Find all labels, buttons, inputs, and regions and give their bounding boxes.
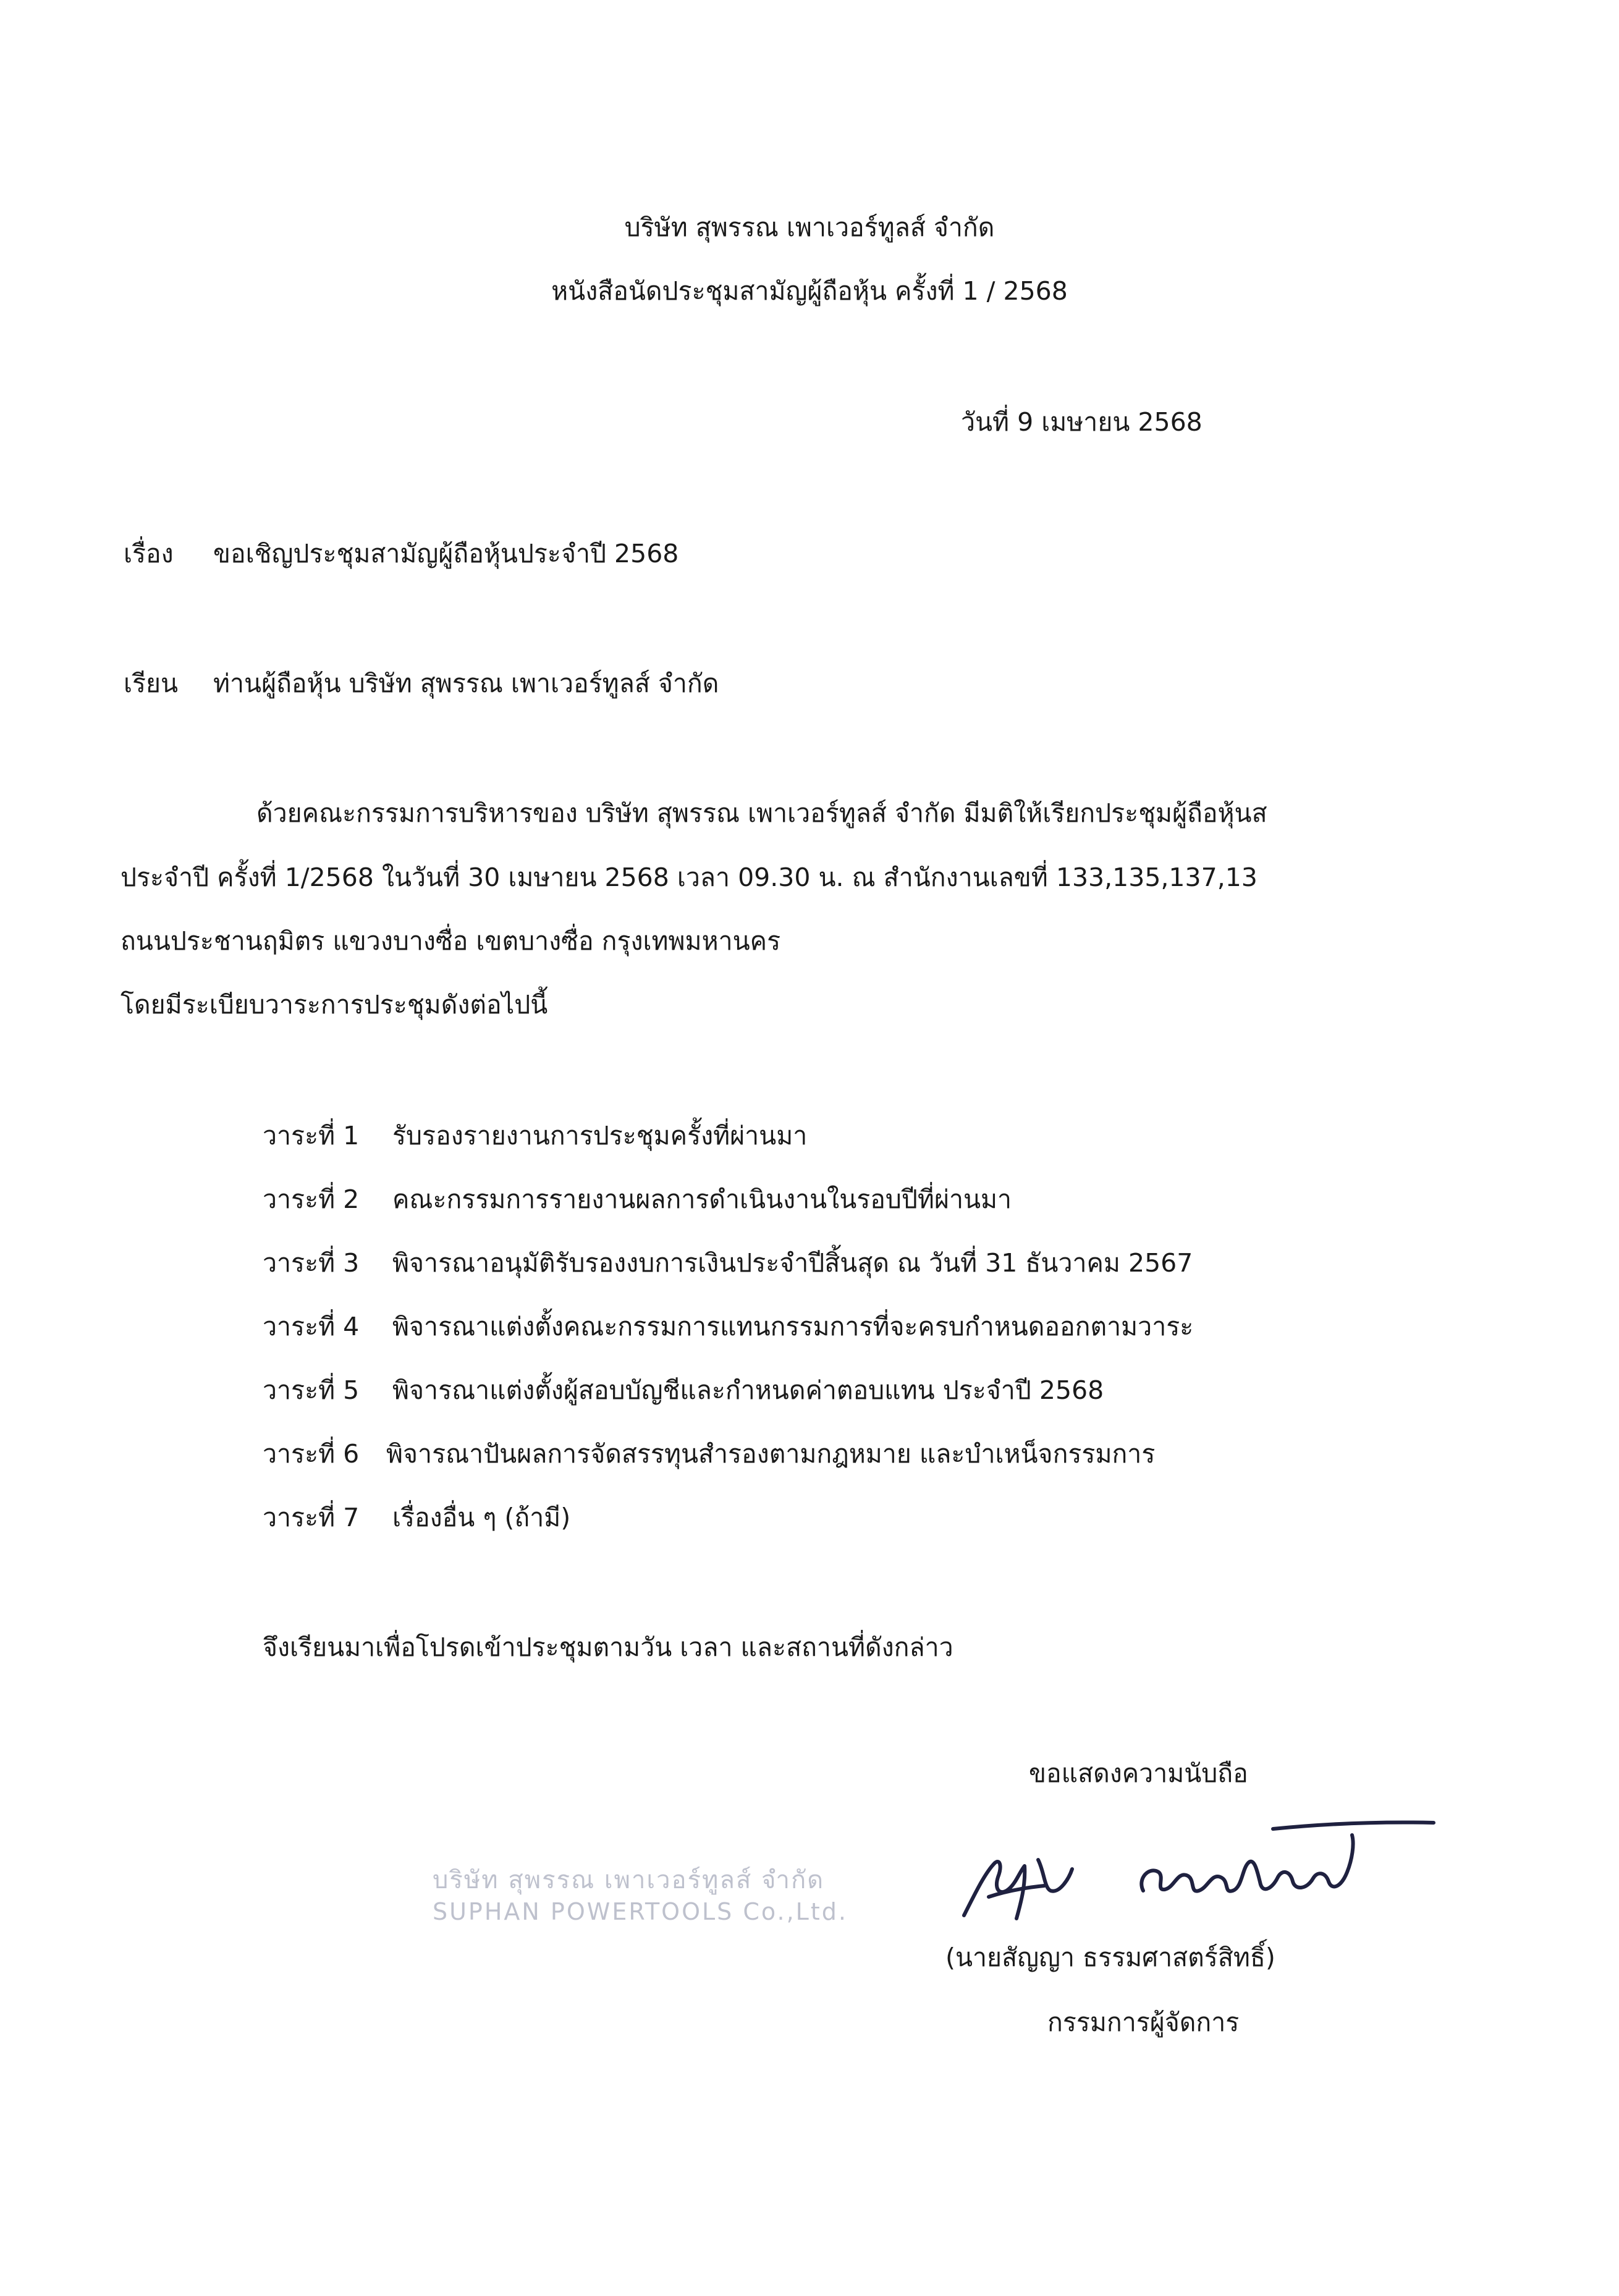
agenda-label: วาระที่ 7 — [263, 1503, 360, 1532]
recipient-text: ท่านผู้ถือหุ้น บริษัท สุพรรณ เพาเวอร์ทูลส์ จำกัด — [213, 669, 719, 698]
body-line-4: โดยมีระเบียบวาระการประชุมดังต่อไปนี้ — [120, 990, 548, 1019]
agenda-text: พิจารณาอนุมัติรับรองงบการเงินประจำปีสิ้นสุด ณ วันที่ 31 ธันวาคม 2567 — [392, 1248, 1193, 1278]
document-date: วันที่ 9 เมษายน 2568 — [961, 407, 1203, 437]
subject-label: เรื่อง — [124, 539, 174, 568]
agenda-label: วาระที่ 6 — [263, 1439, 360, 1469]
regards-text: ขอแสดงความนับถือ — [1029, 1758, 1248, 1788]
agenda-text: คณะกรรมการรายงานผลการดำเนินงานในรอบปีที่ผ่านมา — [392, 1184, 1012, 1214]
company-name: บริษัท สุพรรณ เพาเวอร์ทูลส์ จำกัด — [624, 213, 995, 242]
agenda-text: พิจารณาปันผลการจัดสรรทุนสำรองตามกฎหมาย และบำเหน็จกรรมการ — [386, 1439, 1156, 1469]
stamp-thai-name: บริษัท สุพรรณ เพาเวอร์ทูลส์ จำกัด — [433, 1866, 825, 1894]
agenda-text: รับรองรายงานการประชุมครั้งที่ผ่านมา — [392, 1121, 808, 1150]
subject-text: ขอเชิญประชุมสามัญผู้ถือหุ้นประจำปี 2568 — [213, 539, 679, 568]
body-line-3: ถนนประชานฤมิตร แขวงบางซื่อ เขตบางซื่อ กรุงเทพมหานคร — [120, 926, 781, 956]
agenda-label: วาระที่ 2 — [263, 1184, 360, 1214]
agenda-text: เรื่องอื่น ๆ (ถ้ามี) — [392, 1503, 571, 1532]
body-line-1: ด้วยคณะกรรมการบริหารของ บริษัท สุพรรณ เพาเวอร์ทูลส์ จำกัด มีมติให้เรียกประชุมผู้ถือหุ้นส — [256, 798, 1267, 828]
recipient-label: เรียน — [124, 669, 179, 698]
agenda-label: วาระที่ 4 — [263, 1312, 360, 1341]
signatory-name: (นายสัญญา ธรรมศาสตร์สิทธิ์) — [945, 1943, 1275, 1972]
company-stamp — [426, 1860, 896, 1965]
document-title: หนังสือนัดประชุมสามัญผู้ถือหุ้น ครั้งที่ 1 / 2568 — [551, 276, 1068, 306]
agenda-text: พิจารณาแต่งตั้งผู้สอบบัญชีและกำหนดค่าตอบแทน ประจำปี 2568 — [392, 1375, 1104, 1405]
closing-sentence: จึงเรียนมาเพื่อโปรดเข้าประชุมตามวัน เวลา และสถานที่ดังกล่าว — [263, 1632, 953, 1662]
signatory-position: กรรมการผู้จัดการ — [1047, 2007, 1240, 2037]
stamp-english-name: SUPHAN POWERTOOLS Co.,Ltd. — [433, 1898, 848, 1925]
body-line-2: ประจำปี ครั้งที่ 1/2568 ในวันที่ 30 เมษายน 2568 เวลา 09.30 น. ณ สำนักงานเลขที่ 133,135,137,13 — [120, 863, 1258, 892]
signature-image — [952, 1804, 1446, 1934]
agenda-label: วาระที่ 5 — [263, 1375, 360, 1405]
agenda-label: วาระที่ 3 — [263, 1248, 360, 1278]
agenda-text: พิจารณาแต่งตั้งคณะกรรมการแทนกรรมการที่จะครบกำหนดออกตามวาระ — [392, 1312, 1194, 1341]
agenda-label: วาระที่ 1 — [263, 1121, 360, 1150]
